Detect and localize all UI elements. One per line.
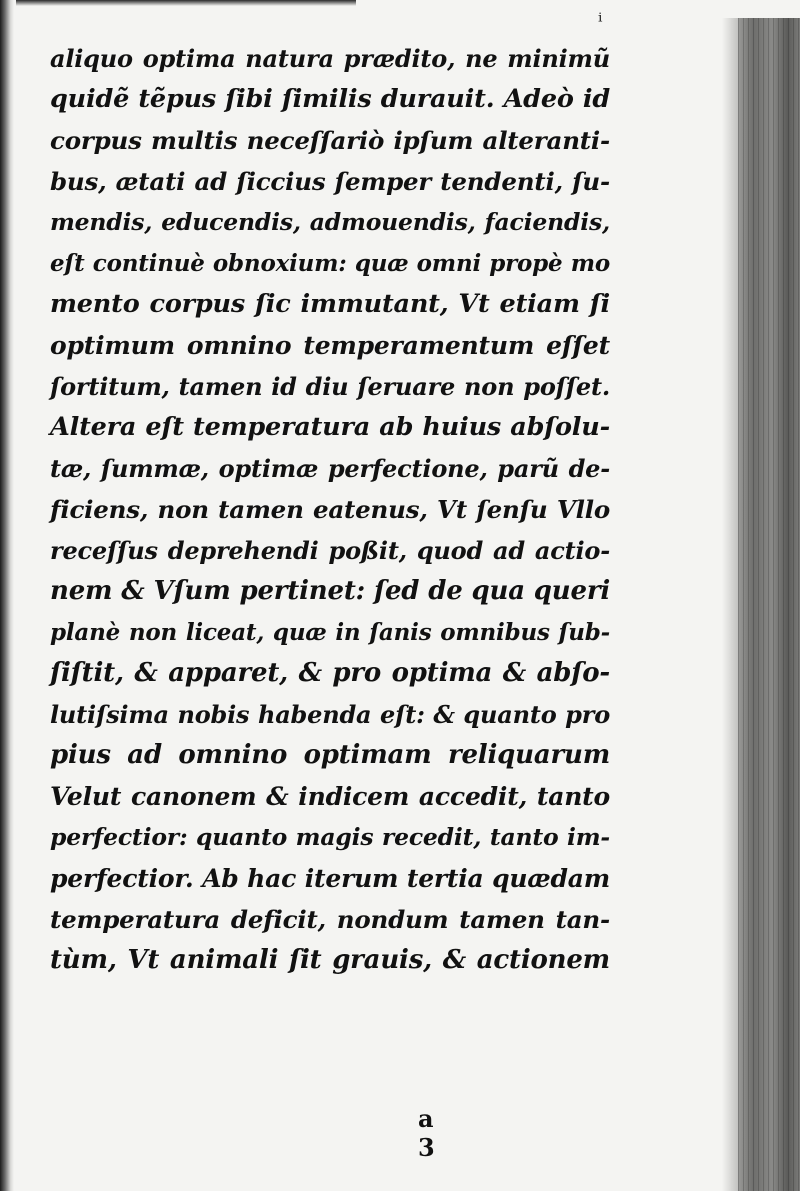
text-line: bus, ætati ad ſiccius ſemper tendenti, ſu- (50, 167, 610, 196)
text-line: aliquo optima natura prædito, ne minimũ (50, 44, 610, 73)
text-line: Altera eſt temperatura ab huius abſolu- (50, 412, 610, 442)
text-line: temperatura deficit, nondum tamen tan- (50, 905, 610, 934)
text-line: perfectior: quanto magis recedit, tanto im- (50, 823, 610, 851)
text-line: corpus multis neceſſariò ipſum alteranti- (50, 126, 610, 155)
text-line: nem & Vſum pertinet: ſed de qua queri (50, 576, 610, 606)
corner-mark: ⁱ (598, 10, 603, 35)
text-line: optimum omnino temperamentum eſſet (50, 331, 610, 360)
text-line: ſiſtit, & apparet, & pro optima & abſo- (50, 658, 610, 688)
scan-left-edge (0, 0, 14, 1191)
text-line: perfectior. Ab hac iterum tertia quædam (50, 864, 610, 893)
signature-mark: a 3 (418, 1104, 457, 1162)
text-line: tùm, Vt animali ſit grauis, & actionem (50, 945, 610, 975)
text-line: lutiſsima nobis habenda eſt: & quanto pro (50, 700, 610, 729)
text-line: mendis, educendis, admouendis, faciendis, (50, 208, 610, 236)
text-line: quidẽ tẽpus ſibi ſimilis durauit. Adeò id (50, 84, 610, 114)
text-line: pius ad omnino optimam reliquarum (50, 740, 610, 770)
text-line: eſt continuè obnoxium: quæ omni propè mo (50, 250, 610, 277)
text-line: receſſus deprehendi poßit, quod ad actio- (50, 536, 610, 565)
text-line: mento corpus ſic immutant, Vt etiam ſi (50, 289, 610, 319)
text-line: tæ, ſummæ, optimæ perfectione, parũ de- (50, 454, 610, 483)
text-line: ſortitum, tamen id diu ſeruare non poſſet. (50, 372, 610, 401)
text-line: planè non liceat, quæ in ſanis omnibus ſub- (50, 619, 610, 646)
text-line: ficiens, non tamen eatenus, Vt ſenſu Vllo (50, 495, 610, 524)
text-line: Velut canonem & indicem accedit, tanto (50, 782, 610, 811)
scan-top-mark (16, 0, 356, 6)
book-fore-edge (738, 18, 800, 1191)
body-text (50, 38, 610, 981)
